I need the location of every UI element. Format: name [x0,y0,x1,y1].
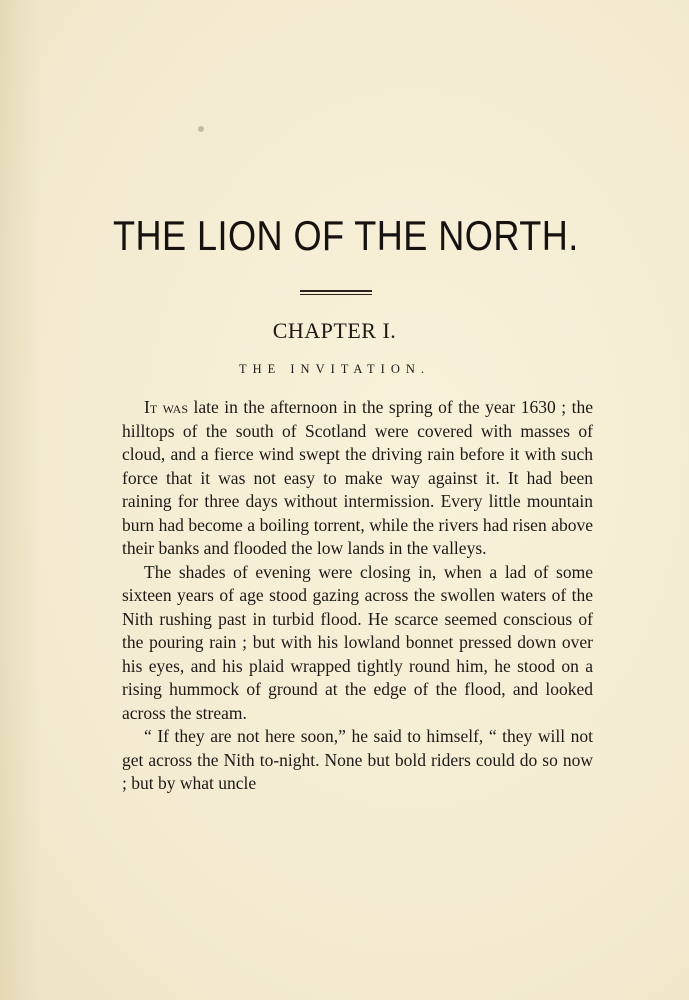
chapter-title: THE INVITATION. [238,362,431,376]
book-title: THE LION OF THE NORTH. [112,212,579,259]
chapter-body [122,396,593,796]
paragraph-1-text: late in the afternoon in the spring of the year 1630 ; the hilltops of the south of Scotland were covered with masses of cloud, and a fierce wind swept the driving rain before it with such force that it was not easy to make way against it. It had been raining for three days without intermission. Every little mountain burn had become a boiling torrent, while the rivers had risen above their banks and flooded the low lands in the valleys. [122,397,594,558]
chapter-heading: CHAPTER I. [272,318,397,343]
paragraph-2: The shades of evening were closing in, when a lad of some sixteen years of age stood gazing across the swollen waters of the Nith rushing past in turbid flood. He scarce seemed conscious of the pouring rain ; but with his lowland bonnet pressed down over his eyes, and his plaid wrapped tightly round him, he stood on a rising hummock of ground at the edge of the flood, and looked across the stream. [122,561,593,723]
title-rule-thick [300,290,372,292]
paragraph-1-lead: It was [144,397,189,417]
paragraph-1 [122,396,593,561]
paragraph-3: “ If they are not here soon,” he said to himself, “ they will not get across the Nith to-night. None but bold riders could do so now ; but by what uncle [122,726,593,793]
paper-spot [198,126,204,132]
title-rule-thin [300,294,372,295]
